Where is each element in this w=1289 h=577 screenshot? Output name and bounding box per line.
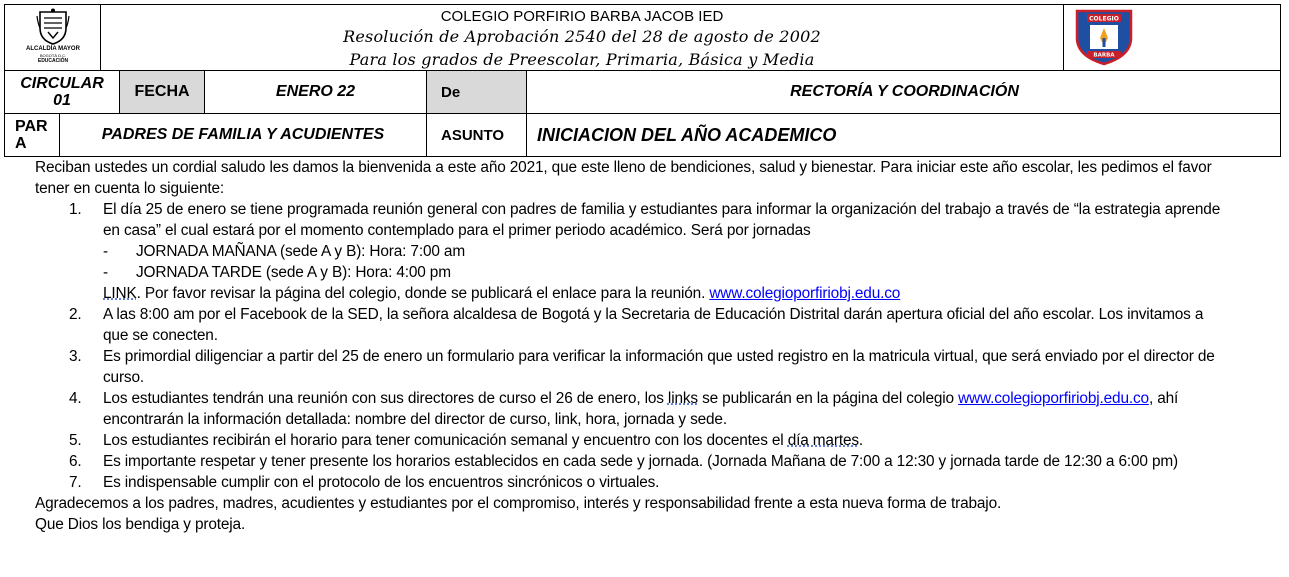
seal-caption: EDUCACIÓN — [37, 58, 69, 64]
item-text: encontrarán la información detallada: nombre del director de curso, link, hora, jornada y sede. — [103, 411, 727, 428]
school-website-link[interactable]: www.colegioporfiriobj.edu.co — [958, 390, 1149, 407]
bogota-seal-logo — [13, 8, 93, 68]
recipient-subject-row — [4, 114, 1281, 157]
item-text: curso. — [103, 369, 145, 386]
grades-line: Para los grados de Preescolar, Primaria, Básica y Media — [349, 50, 815, 69]
item-text: Los estudiantes tendrán una reunión con sus directores de curso el 26 de enero, los — [103, 390, 668, 407]
dash-bullet: - — [103, 264, 108, 281]
school-shield-icon — [1073, 8, 1135, 66]
list-item — [35, 472, 1250, 493]
intro-line: tener en cuenta lo siguiente: — [35, 180, 225, 197]
seal-caption: ALCALDÍA MAYOR — [26, 46, 80, 52]
fecha-label: FECHA — [120, 71, 205, 113]
closing-line: Agradecemos a los padres, madres, acudientes y estudiantes por el compromiso, interés y responsabilidad frente a esta nueva forma de trabajo. — [35, 495, 1002, 512]
seal-caption: BOGOTÁ D.C. — [39, 53, 67, 58]
de-value: RECTORÍA Y COORDINACIÓN — [790, 83, 1019, 100]
school-shield-logo — [1073, 8, 1135, 66]
item-number: 4. — [69, 390, 82, 407]
day-highlight: día martes — [787, 432, 859, 449]
header-divider — [1063, 5, 1064, 70]
item-text: Es primordial diligenciar a partir del 25 de enero un formulario para verificar la información que usted registro en la matricula virtual, que será enviado por el director de — [103, 348, 1215, 365]
item-text: El día 25 de enero se tiene programada reunión general con padres de familia y estudiantes para informar la organización del trabajo a través de “la estrategia aprende — [103, 201, 1221, 218]
item-text: . — [858, 432, 864, 449]
item-number: 6. — [69, 453, 82, 470]
resolution-line: Resolución de Aprobación 2540 del 28 de agosto de 2002 — [343, 27, 821, 46]
item-text: , ahí — [1148, 390, 1179, 407]
item-number: 5. — [69, 432, 82, 449]
school-name: COLEGIO PORFIRIO BARBA JACOB IED — [440, 8, 724, 25]
item-number: 2. — [69, 306, 82, 323]
shield-top-text: COLEGIO — [1089, 15, 1119, 23]
asunto-value: INICIACION DEL AÑO ACADEMICO — [537, 124, 837, 145]
intro-paragraph — [35, 157, 1250, 199]
jornada-item — [35, 241, 1250, 262]
item-text: Los estudiantes recibirán el horario para tener comunicación semanal y encuentro con los docentes el — [103, 432, 788, 449]
school-website-link[interactable]: www.colegioporfiriobj.edu.co — [709, 285, 901, 302]
closing-paragraph — [35, 493, 1250, 535]
list-item — [35, 451, 1250, 472]
item-text: se publicarán en la página del colegio — [697, 390, 959, 407]
instructions-list — [35, 199, 1250, 241]
item-text: Es indispensable cumplir con el protocolo de los encuentros sincrónicos o virtuales. — [103, 474, 660, 491]
shield-bottom-text: BARBA — [1093, 52, 1115, 59]
link-line-text: . Por favor revisar la página del colegio, donde se publicará el enlace para la reunión. — [136, 285, 710, 302]
item-text: Es importante respetar y tener presente los horarios establecidos en cada sede y jornada. (Jornada Mañana de 7:00 a 12:30 y jornada tarde de 12:30 a 6:00 pm) — [103, 453, 1179, 470]
list-item — [35, 304, 1250, 346]
item-text: A las 8:00 am por el Facebook de la SED, la señora alcaldesa de Bogotá y la Secretaria de Educación Distrital darán apertura oficial del año escolar. Los invitamos a — [103, 306, 1204, 323]
intro-line: Reciban ustedes un cordial saludo les damos la bienvenida a este año 2021, que este lleno de bendiciones, salud y bienestar. Para iniciar este año escolar, les pedimos el favor — [35, 159, 1212, 176]
document-header — [4, 4, 1281, 71]
closing-line: Que Dios los bendiga y proteja. — [35, 516, 246, 533]
list-item — [35, 430, 1250, 451]
link-word: LINK — [103, 285, 137, 302]
item-text: en casa” el cual estará por el momento contemplado para el primer periodo académico. Será por jornadas — [103, 222, 811, 239]
instructions-list — [35, 304, 1250, 493]
jornada-text: JORNADA MAÑANA (sede A y B): Hora: 7:00 am — [136, 243, 465, 260]
links-word: links — [667, 390, 698, 407]
item-number: 7. — [69, 474, 82, 491]
item-number: 1. — [69, 201, 82, 218]
item-number: 3. — [69, 348, 82, 365]
list-item — [35, 346, 1250, 388]
jornada-text: JORNADA TARDE (sede A y B): Hora: 4:00 pm — [136, 264, 451, 281]
de-label: De — [427, 71, 527, 113]
item-text: que se conecten. — [103, 327, 218, 344]
list-item — [35, 199, 1250, 241]
dash-bullet: - — [103, 243, 108, 260]
circular-info-row — [4, 71, 1281, 114]
para-value: PADRES DE FAMILIA Y ACUDIENTES — [60, 114, 427, 156]
jornada-item — [35, 262, 1250, 283]
list-item — [35, 388, 1250, 430]
circular-body — [35, 157, 1250, 535]
meeting-link-line — [35, 283, 1250, 304]
asunto-label: ASUNTO — [427, 114, 527, 156]
fecha-value: ENERO 22 — [205, 71, 427, 113]
coat-of-arms-icon — [36, 8, 70, 46]
para-label: PARA — [5, 114, 60, 156]
circular-number-label: CIRCULAR 01 — [5, 71, 120, 113]
